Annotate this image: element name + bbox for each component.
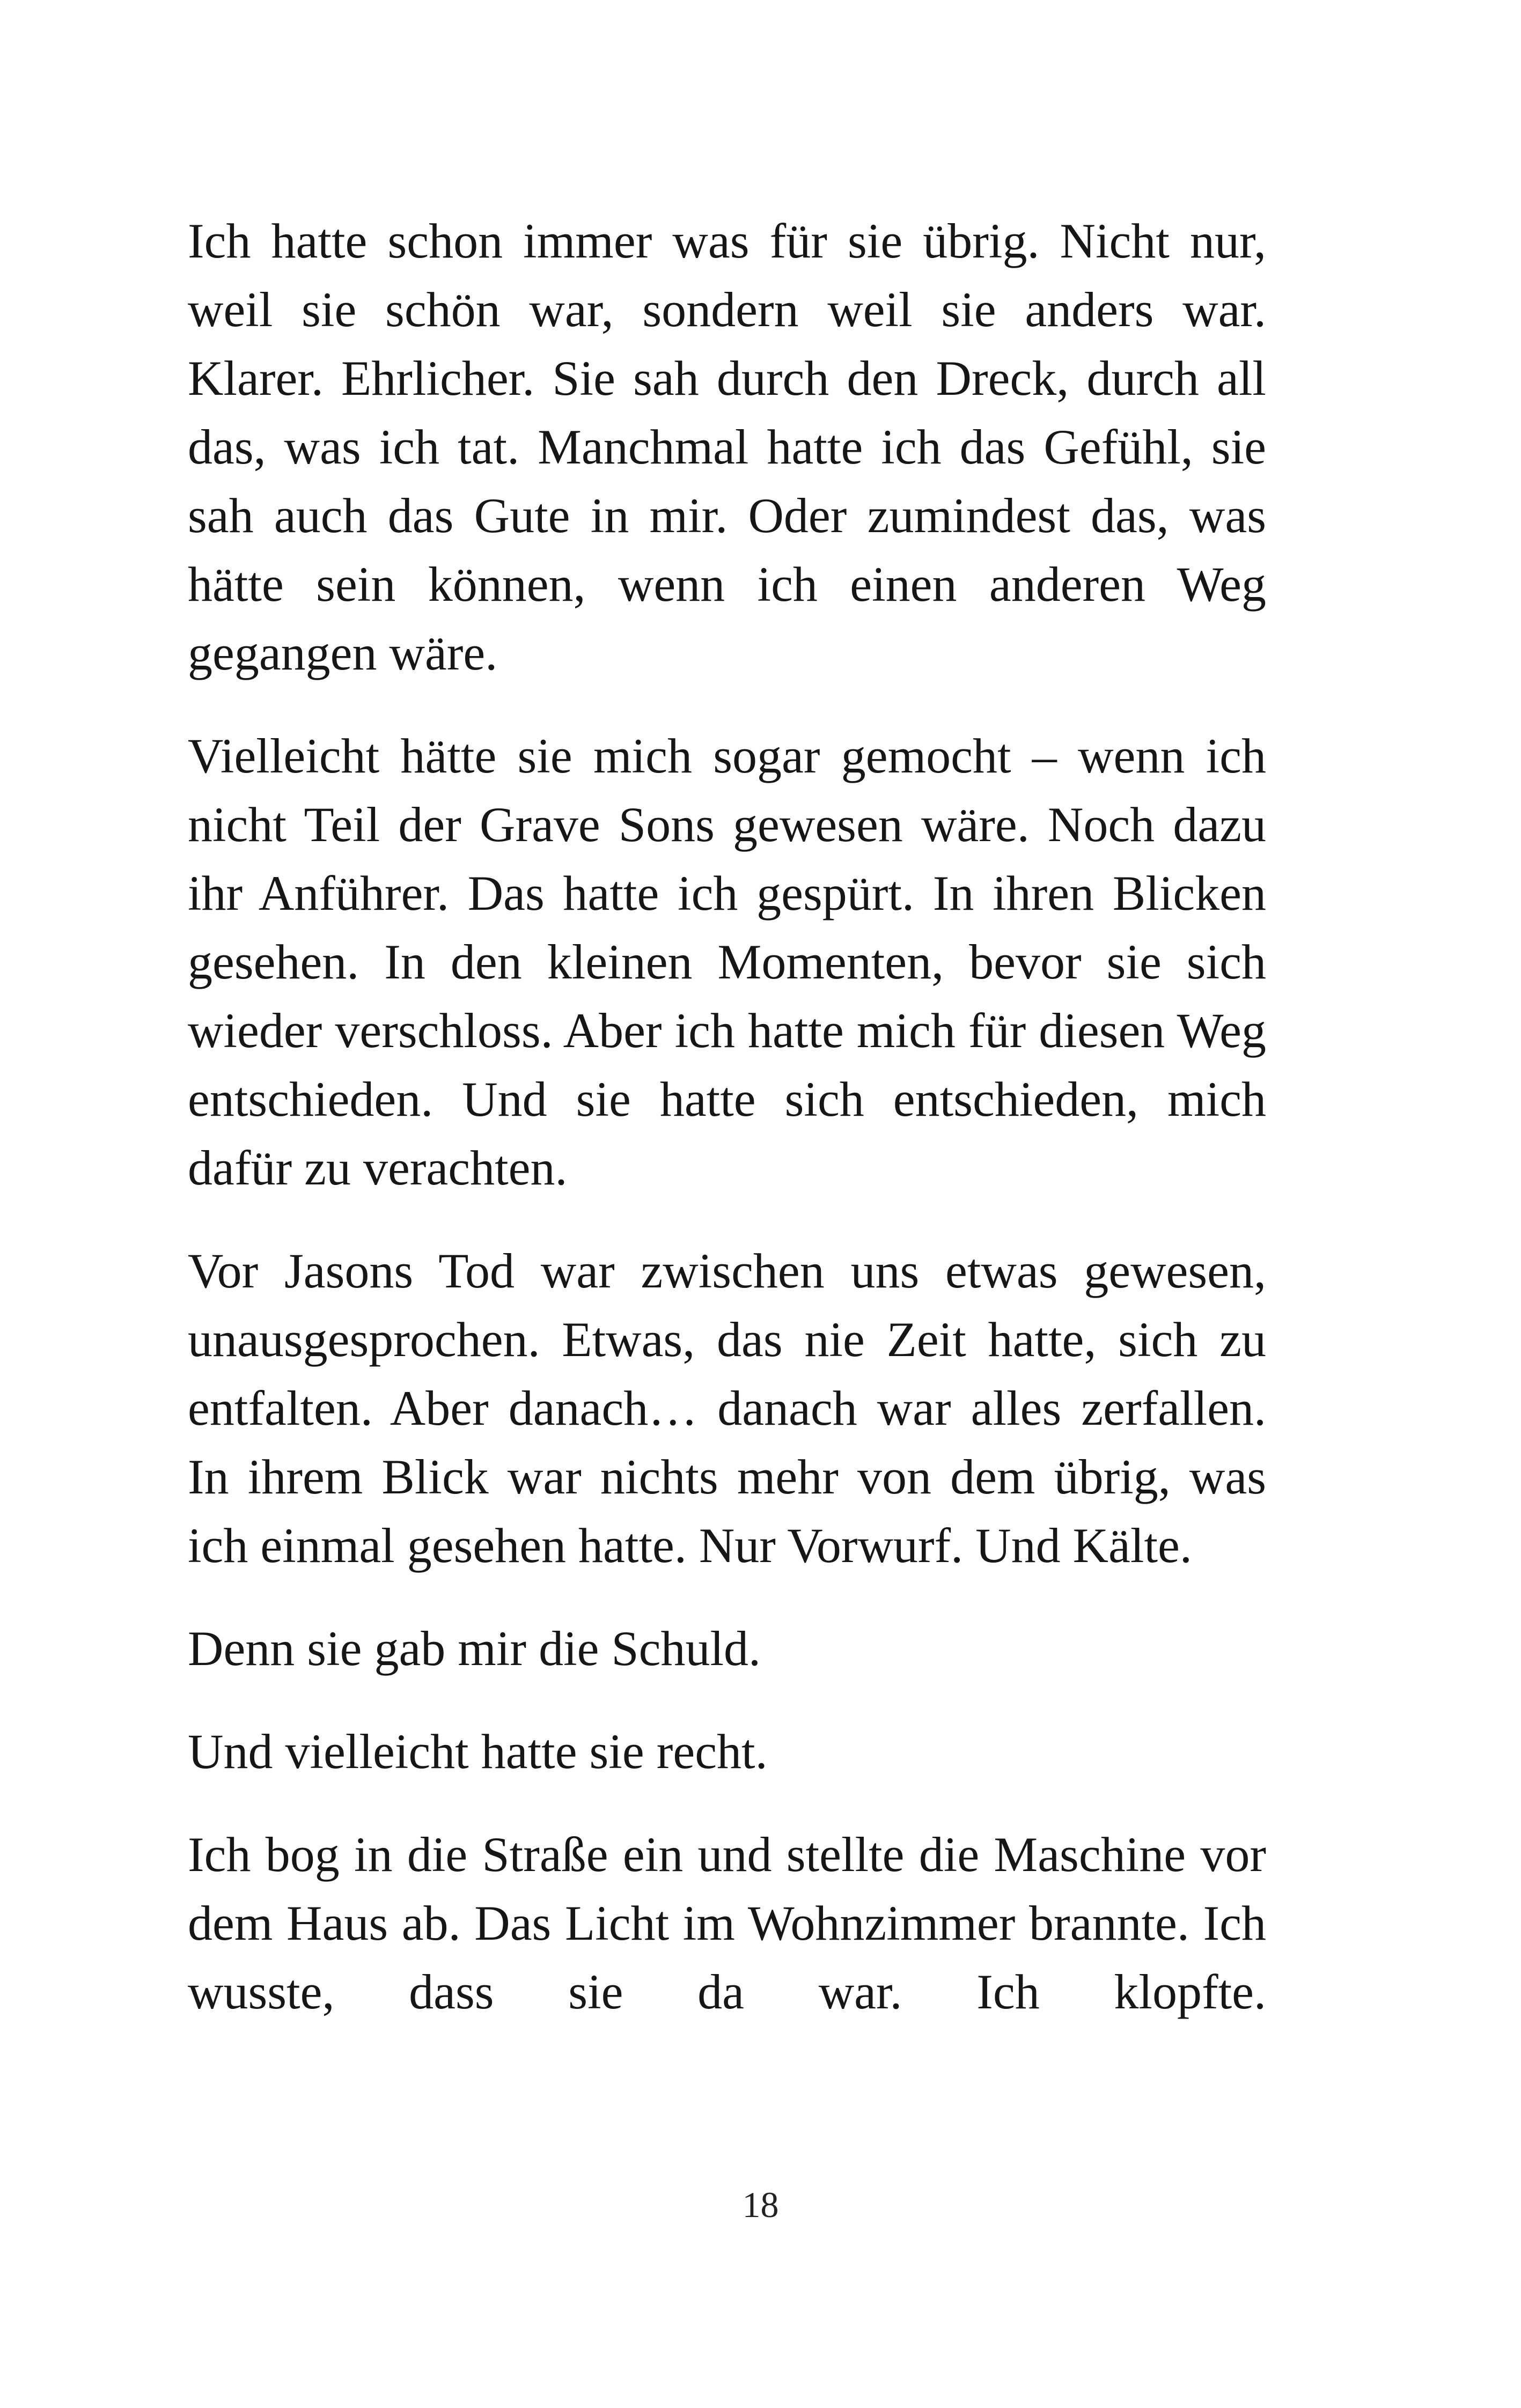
paragraph-3: Vor Jasons Tod war zwischen uns etwas gewesen, unausgesprochen. Etwas, das nie Zeit hatte, sich zu entfalten. Aber danach… danach war alles zerfallen. In ihrem Blick war nichts mehr von dem übrig, was ich einmal gesehen hatte. Nur Vorwurf. Und Kälte.	[188, 1243, 1266, 1573]
paragraph-4: Denn sie gab mir die Schuld.	[188, 1621, 761, 1676]
body-text	[188, 207, 1266, 2060]
paragraph-5: Und vielleicht hatte sie recht.	[188, 1724, 768, 1779]
paragraph-1: Ich hatte schon immer was für sie übrig. Nicht nur, weil sie schön war, sondern weil sie anders war. Klarer. Ehrlicher. Sie sah durch den Dreck, durch all das, was ich tat. Manchmal hatte ich das Gefühl, sie sah auch das Gute in mir. Oder zumindest das, was hätte sein können, wenn ich einen anderen Weg gegangen wäre.	[188, 213, 1266, 680]
paragraph-6: Ich bog in die Straße ein und stellte die Maschine vor dem Haus ab. Das Licht im Wohnzimmer brannte. Ich wusste, dass sie da war. Ich klopfte.	[188, 1827, 1266, 2019]
page-number: 18	[742, 2184, 779, 2225]
paragraph-2: Vielleicht hätte sie mich sogar gemocht – wenn ich nicht Teil der Grave Sons gewesen wäre. Noch dazu ihr Anführer. Das hatte ich gespürt. In ihren Blicken gesehen. In den kleinen Momenten, bevor sie sich wieder verschloss. Aber ich hatte mich für diesen Weg entschieden. Und sie hatte sich entschieden, mich dafür zu verachten.	[188, 728, 1266, 1195]
